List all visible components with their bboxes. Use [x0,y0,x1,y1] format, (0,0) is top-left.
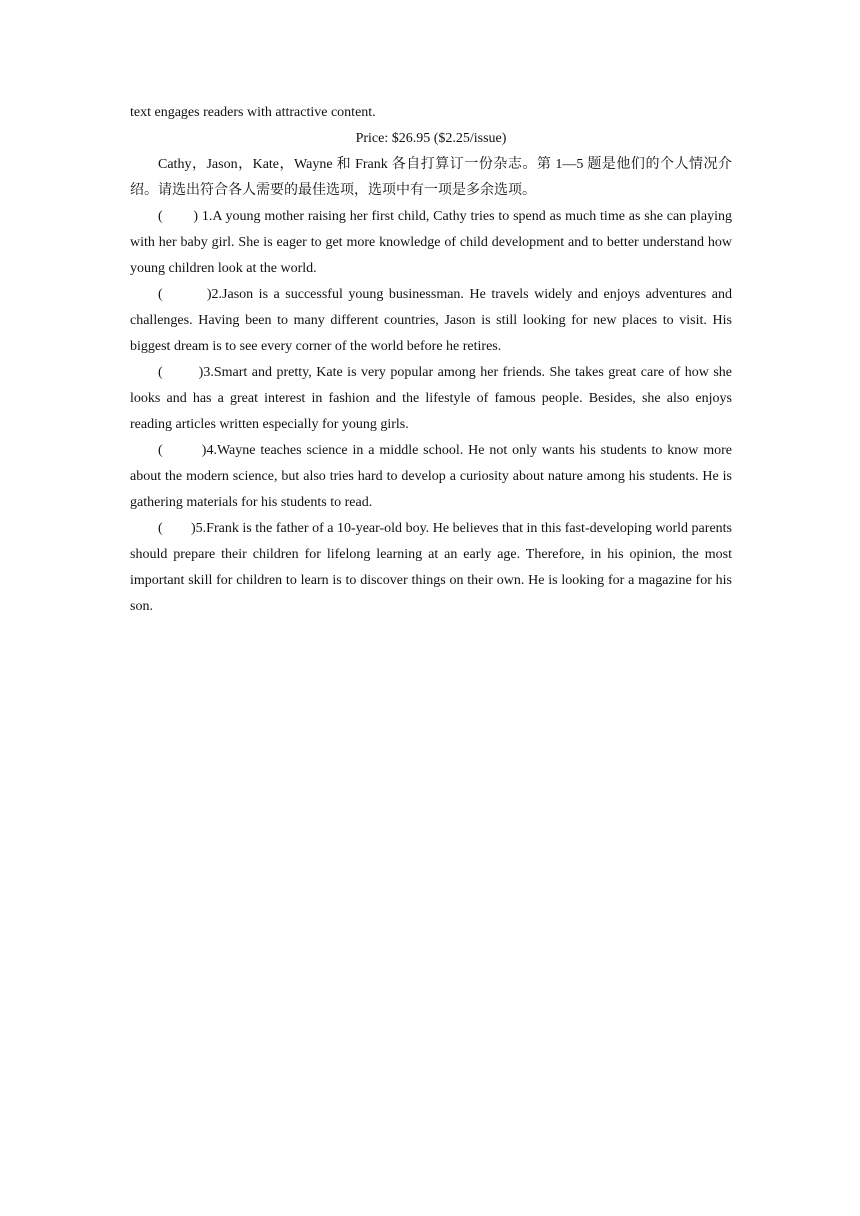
document-page [130,100,732,620]
price-line: Price: $26.95 ($2.25/issue) [355,131,507,146]
question-text: 2.Jason is a successful young businessman. He travels widely and enjoys adventures and challenges. Having been to many different countries, Jason is still looking for new places to visit. His biggest dream is to see every corner of the world before he retires. [130,287,732,354]
question-text: 5.Frank is the father of a 10-year-old boy. He believes that in this fast-developing world parents should prepare their children for lifelong learning at an early age. Therefore, in his opinion, the most important skill for children to learn is to discover things on their own. He is looking for a magazine for his son. [130,521,732,614]
answer-blank[interactable]: ( ) [158,443,207,458]
question-1 [130,204,732,282]
question-4 [130,438,732,516]
question-text: 4.Wayne teaches science in a middle school. He not only wants his students to know more about the modern science, but also tries hard to develop a curiosity about nature among his students. He is gathering materials for his students to read. [130,443,732,510]
question-2 [130,282,732,360]
answer-blank[interactable]: ( ) [158,521,196,536]
answer-blank[interactable]: ( ) [158,365,204,380]
question-text: 3.Smart and pretty, Kate is very popular among her friends. She takes great care of how she looks and has a great interest in fashion and the lifestyle of famous people. Besides, she also enjoys reading articles written especially for young girls. [130,365,733,432]
answer-blank[interactable]: ( ) [158,287,212,302]
question-text: 1.A young mother raising her first child, Cathy tries to spend as much time as she can playing with her baby girl. She is eager to get more knowledge of child development and to better understand how young children look at the world. [130,209,732,276]
question-3 [130,360,732,438]
passage-fragment: text engages readers with attractive content. [130,105,376,120]
answer-blank[interactable]: ( ) [158,209,202,224]
question-5 [130,516,732,620]
instructions: Cathy，Jason，Kate，Wayne 和 Frank 各自打算订一份杂志。第 1—5 题是他们的个人情况介绍。请选出符合各人需要的最佳选项，选项中有一项是多余选项。 [130,157,732,198]
